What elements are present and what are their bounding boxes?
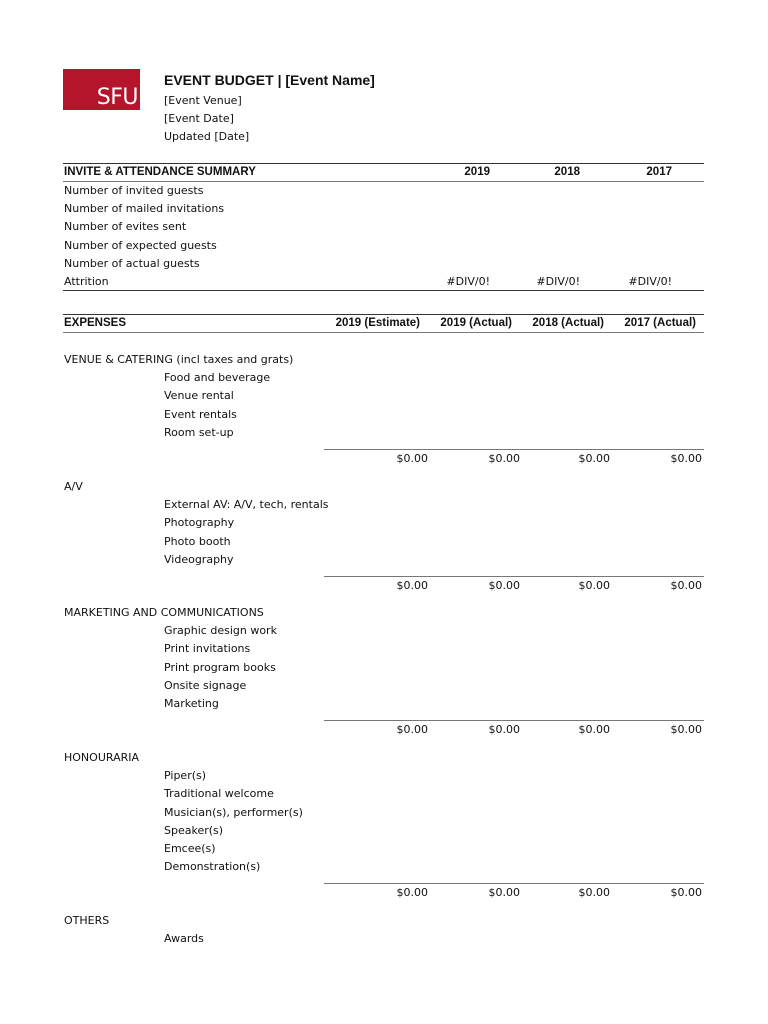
attendance-row-label: Attrition xyxy=(64,275,109,288)
updated-date: Updated [Date] xyxy=(164,130,250,143)
subtotal-value: $0.00 xyxy=(488,452,520,465)
attendance-row-label: Number of invited guests xyxy=(64,184,204,197)
attendance-row-value: #DIV/0! xyxy=(628,275,672,288)
subtotal-rule xyxy=(324,720,704,721)
col-2018-actual: 2018 (Actual) xyxy=(532,317,604,329)
expense-item-label: Venue rental xyxy=(164,389,234,403)
subtotal-value: $0.00 xyxy=(578,452,610,465)
section-title: A/V xyxy=(64,480,83,493)
attendance-row-value: #DIV/0! xyxy=(446,275,490,288)
expense-item-label: Emcee(s) xyxy=(164,842,216,855)
subtotal-rule xyxy=(324,883,704,884)
subtotal-value: $0.00 xyxy=(488,886,520,900)
subtotal-value: $0.00 xyxy=(670,723,702,737)
year-2018-header: 2018 xyxy=(554,166,580,178)
expense-item-label: Print invitations xyxy=(164,642,251,656)
expense-item-label: Piper(s) xyxy=(164,769,207,783)
subtotal-rule xyxy=(324,449,704,450)
expense-item-label: Print program books xyxy=(164,660,276,674)
section-title: OTHERS xyxy=(64,914,110,927)
expense-item-label: Onsite signage xyxy=(164,678,247,692)
subtotal-rule xyxy=(324,576,704,577)
subtotal-value: $0.00 xyxy=(488,579,520,592)
attendance-row-label: Number of evites sent xyxy=(64,220,187,234)
expense-item-label: Musician(s), performer(s) xyxy=(164,805,303,819)
section-title: MARKETING AND COMMUNICATIONS xyxy=(64,606,264,619)
divider xyxy=(63,290,704,291)
expense-item-label: Photo booth xyxy=(164,534,231,548)
divider xyxy=(63,181,704,182)
subtotal-value: $0.00 xyxy=(578,723,610,737)
expense-item-label: Videography xyxy=(164,552,234,566)
subtotal-value: $0.00 xyxy=(578,579,610,592)
sfu-logo xyxy=(63,69,140,110)
col-2019-estimate: 2019 (Estimate) xyxy=(335,317,420,329)
subtotal-value: $0.00 xyxy=(670,452,702,465)
year-2019-header: 2019 xyxy=(464,166,490,178)
divider xyxy=(63,314,704,315)
subtotal-value: $0.00 xyxy=(396,579,428,592)
subtotal-value: $0.00 xyxy=(396,452,428,465)
subtotal-value: $0.00 xyxy=(396,886,428,900)
expense-item-label: Speaker(s) xyxy=(164,823,224,837)
logo-text: SFU xyxy=(96,85,138,110)
col-2019-actual: 2019 (Actual) xyxy=(440,317,512,329)
year-2017-header: 2017 xyxy=(646,166,672,178)
subtotal-value: $0.00 xyxy=(488,723,520,737)
expenses-heading: EXPENSES xyxy=(64,317,126,329)
attendance-row-label: Number of mailed invitations xyxy=(64,202,225,216)
subtotal-value: $0.00 xyxy=(578,886,610,900)
expense-item-label: Event rentals xyxy=(164,407,237,421)
col-2017-actual: 2017 (Actual) xyxy=(624,317,696,329)
event-date: [Event Date] xyxy=(164,112,234,125)
attendance-row-value: #DIV/0! xyxy=(536,275,580,288)
subtotal-value: $0.00 xyxy=(670,579,702,592)
section-title: HONOURARIA xyxy=(64,751,140,764)
expense-item-label: Demonstration(s) xyxy=(164,860,261,874)
expense-item-label: Photography xyxy=(164,516,235,530)
subtotal-value: $0.00 xyxy=(396,723,428,737)
page-title: EVENT BUDGET | [Event Name] xyxy=(164,72,375,88)
divider xyxy=(63,332,704,333)
expense-item-label: Food and beverage xyxy=(164,371,271,385)
expense-item-label: Marketing xyxy=(164,697,219,710)
attendance-row-label: Number of expected guests xyxy=(64,238,217,252)
divider xyxy=(63,163,704,164)
section-title: VENUE & CATERING (incl taxes and grats) xyxy=(64,353,294,366)
expense-item-label: Traditional welcome xyxy=(164,787,274,801)
expense-item-label: Graphic design work xyxy=(164,624,277,638)
attendance-heading: INVITE & ATTENDANCE SUMMARY xyxy=(64,166,256,178)
expense-item-label: Room set-up xyxy=(164,425,234,439)
event-venue: [Event Venue] xyxy=(164,94,242,107)
expense-item-label: External AV: A/V, tech, rentals xyxy=(164,498,329,512)
attendance-row-label: Number of actual guests xyxy=(64,256,200,270)
subtotal-value: $0.00 xyxy=(670,886,702,900)
expense-item-label: Awards xyxy=(164,932,204,946)
